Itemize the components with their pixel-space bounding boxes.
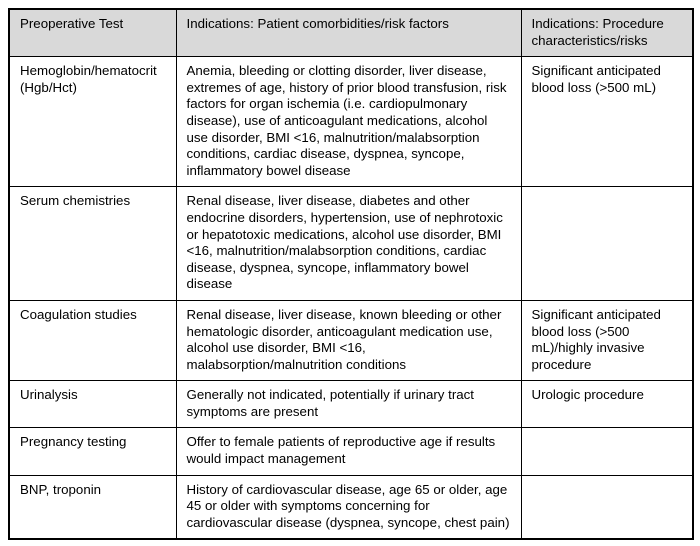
test-name-cell: Urinalysis [9, 381, 176, 428]
comorbidities-cell: Generally not indicated, potentially if urinary tract symptoms are present [176, 381, 521, 428]
table-row-bnp-troponin [9, 475, 693, 539]
comorbidities-cell: Anemia, bleeding or clotting disorder, liver disease, extremes of age, history of prior blood transfusion, risk factors for organ ischemia (i.e. cardiopulmonary disease), use of anticoagulant medications, alcohol use disorder, BMI <16, malnutrition/malabsorption conditions, cardiac disease, dyspnea, syncope, inflammatory bowel disease [176, 57, 521, 187]
test-name-cell: Hemoglobin/hematocrit (Hgb/Hct) [9, 57, 176, 187]
procedure-cell [521, 187, 693, 301]
header-preoperative-test: Preoperative Test [9, 9, 176, 57]
procedure-cell [521, 428, 693, 475]
comorbidities-cell: Renal disease, liver disease, diabetes and other endocrine disorders, hypertension, use of nephrotoxic or hepatotoxic medications, alcohol use disorder, BMI <16, malnutrition/malabsorption conditions, cardiac disease, dyspnea, syncope, inflammatory bowel disease [176, 187, 521, 301]
preoperative-testing-table [8, 8, 694, 540]
table-row-pregnancy-testing [9, 428, 693, 475]
table-row-urinalysis [9, 381, 693, 428]
table-row-hgb-hct [9, 57, 693, 187]
procedure-cell [521, 475, 693, 539]
header-procedure-characteristics: Indications: Procedure characteristics/risks [521, 9, 693, 57]
procedure-cell: Significant anticipated blood loss (>500 mL) [521, 57, 693, 187]
comorbidities-cell: History of cardiovascular disease, age 65 or older, age 45 or older with symptoms concerning for cardiovascular disease (dyspnea, syncope, chest pain) [176, 475, 521, 539]
test-name-cell: BNP, troponin [9, 475, 176, 539]
table-row-coagulation-studies [9, 300, 693, 380]
header-patient-comorbidities: Indications: Patient comorbidities/risk factors [176, 9, 521, 57]
table-header-row [9, 9, 693, 57]
test-name-cell: Serum chemistries [9, 187, 176, 301]
test-name-cell: Pregnancy testing [9, 428, 176, 475]
test-name-cell: Coagulation studies [9, 300, 176, 380]
comorbidities-cell: Offer to female patients of reproductive age if results would impact management [176, 428, 521, 475]
procedure-cell: Urologic procedure [521, 381, 693, 428]
table-row-serum-chemistries [9, 187, 693, 301]
comorbidities-cell: Renal disease, liver disease, known bleeding or other hematologic disorder, anticoagulant medication use, alcohol use disorder, BMI <16, malabsorption/malnutrition conditions [176, 300, 521, 380]
procedure-cell: Significant anticipated blood loss (>500 mL)/highly invasive procedure [521, 300, 693, 380]
